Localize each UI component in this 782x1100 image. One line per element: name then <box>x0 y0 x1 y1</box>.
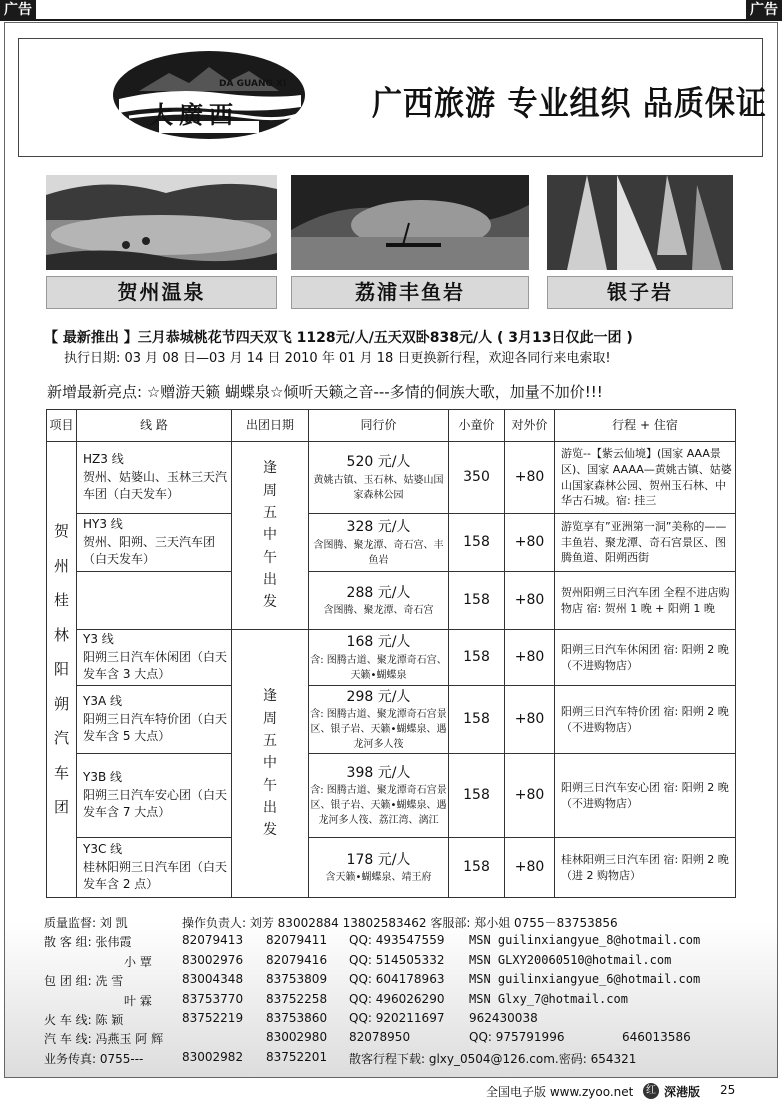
phone: 83753809 <box>266 972 328 987</box>
price-note: 含: 图腾古道、聚龙潭奇石宫、天籁•蝴蝶泉 <box>310 654 447 681</box>
child-price: 158 <box>449 572 505 630</box>
footer-site: 全国电子版 www.zyoo.net <box>486 1085 634 1099</box>
photo-yinzi-cave <box>547 175 733 270</box>
contact-detail: 操作负责人: 刘芳 83002884 13802583462 客服部: 郑小姐 0755－83753856 <box>182 916 618 930</box>
child-price: 350 <box>449 442 505 514</box>
promo-highlight: 新增最新亮点: ☆赠游天籁 蝴蝶泉☆倾听天籁之音---多情的侗族大歌，加量不加价!!! <box>47 383 603 401</box>
route-code: HY3 线 <box>83 517 123 532</box>
table-row <box>47 838 736 898</box>
qq: QQ: 514505332 <box>349 952 445 967</box>
contact-label: 汽 车 线: 冯燕玉 阿 辉 <box>44 1032 164 1047</box>
itinerary: 阳朔三日汽车安心团 宿: 阳朔 2 晚 （不进购物店） <box>555 754 736 838</box>
route-code: Y3C 线 <box>83 842 123 857</box>
price-note: 含图腾、聚龙潭、奇石宫 <box>323 605 434 617</box>
contact-label: 业务传真: 0755--- <box>44 1051 144 1066</box>
price-note: 含图腾、聚龙潭、奇石宫、丰鱼岩 <box>313 539 444 566</box>
ext-price: +80 <box>505 838 555 898</box>
col-route: 线 路 <box>77 410 232 442</box>
qq: QQ: 975791996 <box>469 1030 565 1045</box>
promo-dates: 执行日期: 03 月 08 日—03 月 14 日 2010 年 01 月 18 日更换新行程，欢迎各同行来电索取! <box>64 351 611 366</box>
contact-label: 包 团 组: 冼 雪 <box>44 974 124 989</box>
route-code: Y3B 线 <box>83 770 123 785</box>
phone: 83752219 <box>182 1010 244 1025</box>
child-price: 158 <box>449 754 505 838</box>
tour-table <box>46 409 736 898</box>
caption-lipu: 荔浦丰鱼岩 <box>291 276 529 309</box>
ext-price: +80 <box>505 572 555 630</box>
msn: MSN Glxy_7@hotmail.com <box>469 991 628 1006</box>
qq: QQ: 920211697 <box>349 1010 445 1025</box>
footer-badge-icon: 红 <box>643 1083 659 1099</box>
itinerary: 游览--【紫云仙境】(国家 AAA景区)、国家 AAAA—黄姚古镇、姑婆山国家森林公园、贺州玉石林、中华古石城。宿: 挂三 <box>555 442 736 514</box>
col-price: 同行价 <box>309 410 449 442</box>
phone: 82078950 <box>349 1030 411 1045</box>
phone: 83753860 <box>266 1010 328 1025</box>
schedule-cell: 逢周五中午出发 <box>232 630 309 898</box>
col-ext: 对外价 <box>505 410 555 442</box>
route-name: 贺州、阳朔、三天汽车团（白天发车） <box>83 534 216 567</box>
qq: QQ: 604178963 <box>349 972 445 987</box>
price-note: 黄姚古镇、玉石林、姑婆山国家森林公园 <box>313 474 444 501</box>
table-row <box>47 754 736 838</box>
col-item: 项目 <box>47 410 77 442</box>
itinerary: 游览享有”亚洲第一洞”美称的——丰鱼岩、聚龙潭、奇石宫景区、图腾鱼道、阳朔西街 <box>555 514 736 572</box>
route-name: 桂林阳朔三日汽车团（白天发车含 2 点） <box>83 859 228 892</box>
price: 178 元/人 <box>346 851 411 868</box>
itinerary: 桂林阳朔三日汽车团 宿: 阳朔 2 晚 （进 2 购物店） <box>555 838 736 898</box>
qq-alt: 962430038 <box>469 1010 538 1025</box>
photo-hezhou-hot-spring <box>46 175 277 270</box>
msn: MSN GLXY20060510@hotmail.com <box>469 952 672 967</box>
route-name: 阳朔三日汽车安心团（白天发车含 7 大点） <box>83 787 228 820</box>
ad-label-left: 广告 <box>0 0 36 20</box>
route-name: 阳朔三日汽车休闲团（白天发车含 3 大点） <box>83 649 228 682</box>
download-info: 散客行程下载: glxy_0504@126.com.密码: 654321 <box>349 1051 637 1066</box>
contact-label: 叶 霖 <box>124 993 152 1008</box>
schedule-cell: 逢周五中午出发 <box>232 442 309 630</box>
price: 328 元/人 <box>346 519 411 536</box>
table-row <box>47 686 736 754</box>
phone: 83002980 <box>266 1030 328 1045</box>
phone: 82079416 <box>266 952 328 967</box>
contact-label: 火 车 线: 陈 颖 <box>44 1012 124 1027</box>
child-price: 158 <box>449 514 505 572</box>
phone: 83002982 <box>182 1049 244 1064</box>
contact-label: 散 客 组: 张伟霞 <box>44 935 132 950</box>
price: 398 元/人 <box>346 764 411 781</box>
table-row <box>47 572 736 630</box>
ext-price: +80 <box>505 442 555 514</box>
table-header <box>47 410 736 442</box>
photo-lipu-fengyu-cave <box>291 175 529 270</box>
slogan: 广西旅游 专业组织 品质保证 <box>372 84 767 124</box>
contact-label: 小 覃 <box>124 954 152 969</box>
phone: 83753770 <box>182 991 244 1006</box>
phone: 83752258 <box>266 991 328 1006</box>
child-price: 158 <box>449 630 505 686</box>
region-cell: 贺州桂林阳朔汽车团 <box>47 442 77 898</box>
qq-alt: 646013586 <box>622 1030 691 1045</box>
caption-hezhou: 贺州温泉 <box>46 276 277 309</box>
itinerary: 阳朔三日汽车特价团 宿: 阳朔 2 晚 （不进购物店） <box>555 686 736 754</box>
ext-price: +80 <box>505 754 555 838</box>
phone: 83002976 <box>182 952 244 967</box>
footer-edition: 深港版 <box>664 1085 701 1099</box>
route-name: 阳朔三日汽车特价团（白天发车含 5 大点） <box>83 711 228 744</box>
logo-en: DA GUANG XI <box>219 79 287 89</box>
col-itinerary: 行程 + 住宿 <box>555 410 736 442</box>
footer <box>0 1083 782 1100</box>
route-code: HZ3 线 <box>83 452 124 467</box>
itinerary: 贺州阳朔三日汽车团 全程不进店购物店 宿: 贺州 1 晚 + 阳朔 1 晚 <box>555 572 736 630</box>
ext-price: +80 <box>505 630 555 686</box>
qq: QQ: 496026290 <box>349 991 445 1006</box>
caption-yinzi: 银子岩 <box>547 276 733 309</box>
phone: 83004348 <box>182 972 244 987</box>
phone: 83752201 <box>266 1049 328 1064</box>
price-note: 含: 图腾古道、聚龙潭奇石宫景区、银子岩、天籁•蝴蝶泉、遇龙河多人筏、荔江湾、漓江 <box>310 785 447 827</box>
itinerary: 阳朔三日汽车休闲团 宿: 阳朔 2 晚 （不进购物店） <box>555 630 736 686</box>
table-row <box>47 442 736 514</box>
price-note: 含: 图腾古道、聚龙潭奇石宫景区、银子岩、天籁•蝴蝶泉、遇龙河多人筏 <box>310 709 447 751</box>
col-date: 出团日期 <box>232 410 309 442</box>
price-note: 含天籁•蝴蝶泉、靖王府 <box>325 872 432 884</box>
phone: 82079411 <box>266 933 328 948</box>
price: 288 元/人 <box>346 584 411 601</box>
price: 520 元/人 <box>346 454 411 471</box>
route-name: 贺州、姑婆山、玉林三天汽车团（白天发车） <box>83 469 228 502</box>
promo-headline: 【 最新推出 】三月恭城桃花节四天双飞 1128元/人/五天双卧838元/人 ( 3月13日仅此一团 ) <box>44 330 633 346</box>
top-rule <box>0 19 782 21</box>
msn: MSN guilinxiangyue_6@hotmail.com <box>469 972 701 987</box>
phone: 82079413 <box>182 933 244 948</box>
contact-label: 质量监督: 刘 凯 <box>44 916 128 930</box>
ext-price: +80 <box>505 514 555 572</box>
price: 298 元/人 <box>346 688 411 705</box>
page-number: 25 <box>720 1083 736 1097</box>
child-price: 158 <box>449 686 505 754</box>
table-row <box>47 514 736 572</box>
route-code: Y3A 线 <box>83 694 122 709</box>
ad-label-right: 广告 <box>746 0 782 20</box>
qq: QQ: 493547559 <box>349 933 445 948</box>
route-code: Y3 线 <box>83 632 114 647</box>
price: 168 元/人 <box>346 634 411 651</box>
logo-cn: 大廣西 <box>149 100 239 129</box>
child-price: 158 <box>449 838 505 898</box>
ext-price: +80 <box>505 686 555 754</box>
col-child: 小童价 <box>449 410 505 442</box>
msn: MSN guilinxiangyue_8@hotmail.com <box>469 933 701 948</box>
table-row <box>47 630 736 686</box>
